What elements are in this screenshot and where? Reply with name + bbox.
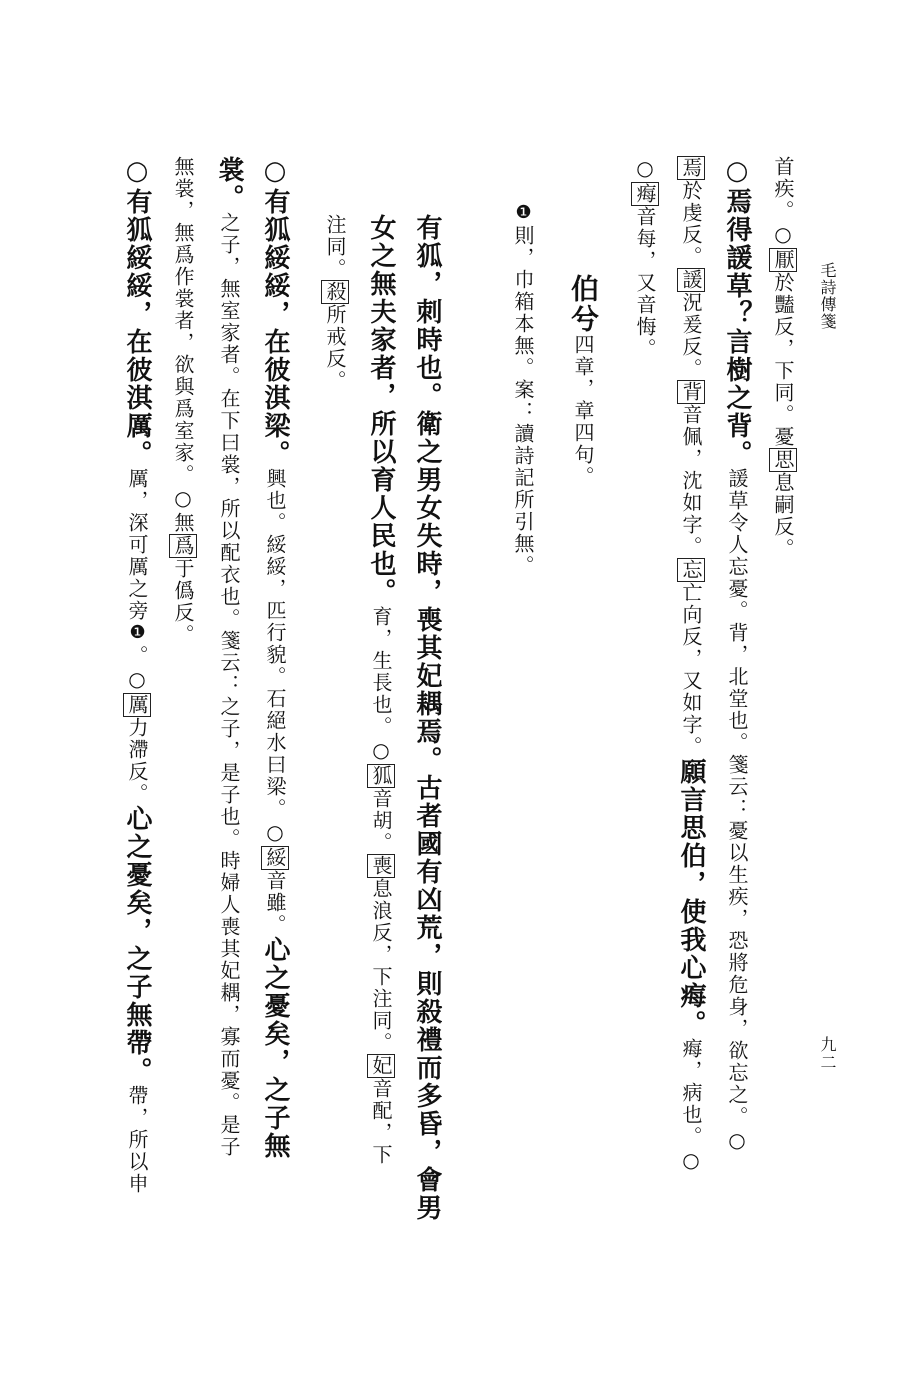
main-text: 伯兮 — [567, 274, 600, 334]
commentary-text: 帶，所以申 — [125, 1085, 149, 1195]
text-column — [206, 156, 252, 1256]
main-text: 願言思伯，使我心痗。 — [676, 758, 706, 1038]
boxed-headword: 厲 — [125, 694, 149, 716]
commentary-text: 之子，無室家者。在下曰裳，所以配衣也。箋云：之子，是子也。時婦人喪其妃耦，寡而憂。是子 — [217, 212, 241, 1158]
commentary-text: 諼草令人忘憂。背，北堂也。箋云：憂以生疾，恐將危身，欲忘之。○ — [725, 468, 749, 1154]
commentary-text: 於豔反，下同。憂 — [771, 272, 795, 448]
text-column — [114, 156, 160, 1256]
commentary-text: 音胡。 — [369, 788, 393, 854]
commentary-text: 力滯反。 — [125, 717, 149, 805]
commentary-text: 音佩，沈如字。 — [679, 404, 703, 558]
note-marker: ❶ — [513, 202, 534, 225]
commentary-text: 注同。 — [323, 214, 347, 280]
boxed-headword: 殺 — [323, 281, 347, 303]
commentary-text: 於虔反。 — [679, 180, 703, 268]
commentary-text: 厲，深可厲之旁 — [125, 468, 149, 622]
commentary-text: 首疾。○ — [771, 156, 795, 248]
boxed-headword: 爲 — [171, 535, 195, 557]
commentary-text: 無裳，無爲作裳者，欲與爲室家。○無 — [171, 156, 195, 534]
boxed-headword: 喪 — [369, 855, 393, 877]
boxed-headword: 忘 — [679, 559, 703, 581]
text-column — [358, 156, 404, 1314]
boxed-headword: 妃 — [369, 1055, 393, 1077]
text-column — [404, 156, 450, 1314]
boxed-headword: 厭 — [771, 249, 795, 271]
commentary-text: 四章，章四句。 — [571, 334, 595, 488]
boxed-headword: 思 — [771, 449, 795, 471]
page-number: 九二 — [818, 1036, 837, 1072]
text-column — [312, 156, 358, 1314]
boxed-headword: 痗 — [633, 183, 657, 205]
commentary-text: 音每，又音悔。 — [633, 206, 657, 360]
boxed-headword: 背 — [679, 381, 703, 403]
commentary-text: 則，巾箱本無。案：讀詩記所引無。 — [511, 225, 535, 577]
boxed-headword: 狐 — [369, 765, 393, 787]
main-text: ○有狐綏綏，在彼淇梁。 — [260, 156, 290, 468]
text-column — [760, 156, 806, 1256]
boxed-headword: 焉 — [679, 157, 703, 179]
commentary-text: 息嗣反。 — [771, 472, 795, 560]
text-column — [160, 156, 206, 1256]
commentary-text: 興也。綏綏，匹行貌。石絕水曰梁。○ — [263, 468, 287, 846]
commentary-text: 。○ — [125, 645, 149, 693]
text-column — [622, 156, 668, 1256]
main-text: 有狐，刺時也。衛之男女失時，喪其妃耦焉。古者國有凶荒，則殺禮而多昏，會男 — [412, 214, 442, 1222]
text-column — [714, 156, 760, 1256]
running-head-title: 毛詩傳箋 — [818, 262, 837, 330]
commentary-text: 所戒反。 — [323, 304, 347, 392]
commentary-text: 痗，病也。○ — [679, 1038, 703, 1174]
text-column — [252, 156, 298, 1256]
text-column — [500, 156, 546, 1302]
commentary-text: 亡向反，又如字。 — [679, 582, 703, 758]
commentary-text: 音雖。 — [263, 870, 287, 936]
main-text: ○有狐綏綏，在彼淇厲。 — [122, 156, 152, 468]
text-column — [668, 156, 714, 1256]
main-text: 裳。 — [214, 156, 244, 212]
main-text: 女之無夫家者，所以育人民也。 — [366, 214, 396, 606]
main-text: 心之憂矣，之子無帶。 — [122, 805, 152, 1085]
main-text: ○焉得諼草？言樹之背。 — [722, 156, 752, 468]
commentary-text: 息浪反，下注同。 — [369, 878, 393, 1054]
commentary-text: 育，生長也。○ — [369, 606, 393, 764]
commentary-text: 于僞反。 — [171, 558, 195, 646]
commentary-text: ○ — [633, 156, 657, 182]
main-text: 心之憂矣，之子無 — [260, 936, 290, 1160]
text-column — [560, 156, 606, 1374]
note-marker: ❶ — [127, 622, 148, 645]
boxed-headword: 綏 — [263, 847, 287, 869]
boxed-headword: 諼 — [679, 269, 703, 291]
commentary-text: 音配，下 — [369, 1078, 393, 1166]
commentary-text: 況爰反。 — [679, 292, 703, 380]
